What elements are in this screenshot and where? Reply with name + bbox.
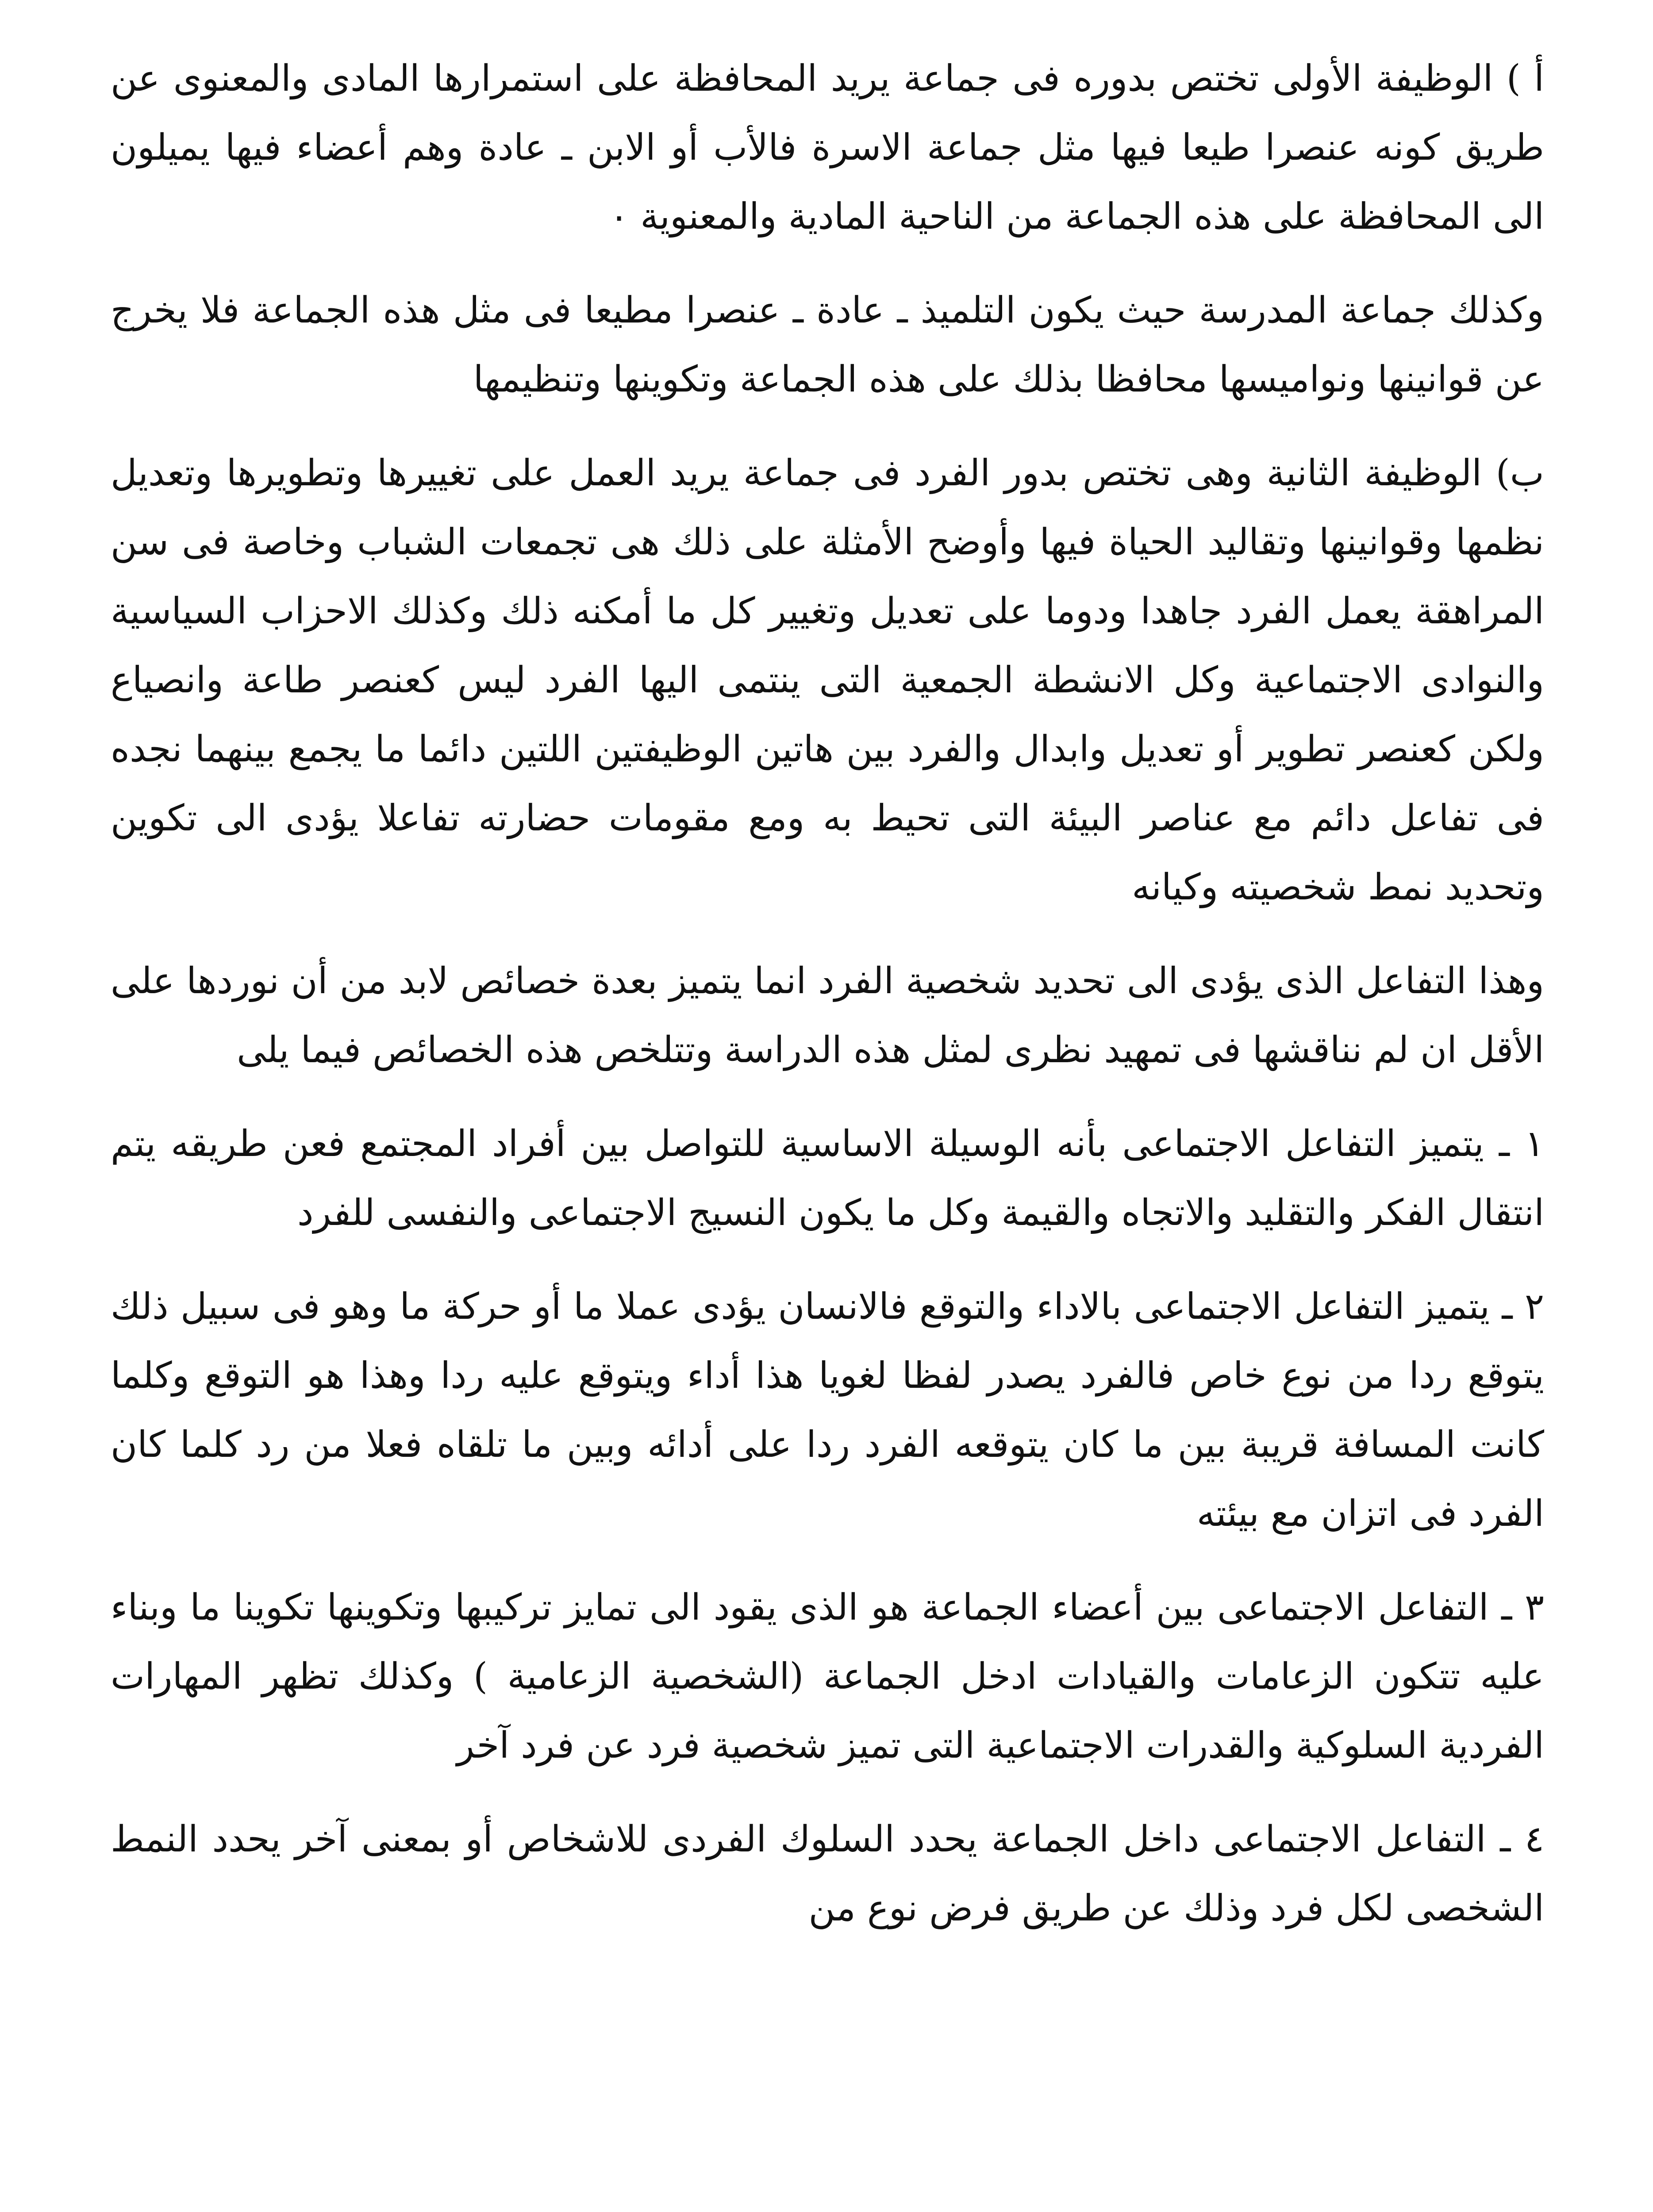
paragraph-function-b: ب) الوظيفة الثانية وهى تختص بدور الفرد فى جماعة يريد العمل على تغييرها وتطويرها وتعديل نظمها وقوانينها وتقاليد الحياة فيها وأوضح الأمثلة على ذلك هى تجمعات الشباب وخاصة فى سن المراهقة يعمل الفرد جاهدا ودوما على تعديل وتغيير كل ما أمكنه ذلك وكذلك الاحزاب السياسية والنوادى الاجتماعية وكل الانشطة الجمعية التى ينتمى اليها الفرد ليس كعنصر طاعة وانصياع ولكن كعنصر تطوير أو تعديل وابدال والفرد بين هاتين الوظيفتين اللتين دائما ما يجمع بينهما نجده فى تفاعل دائم مع عناصر البيئة التى تحيط به ومع مقومات حضارته تفاعلا يؤدى الى تكوين وتحديد نمط شخصيته وكيانه (111, 452, 1544, 908)
paragraph-interaction-characteristics: وهذا التفاعل الذى يؤدى الى تحديد شخصية الفرد انما يتميز بعدة خصائص لابد من أن نوردها على الأقل ان لم نناقشها فى تمهيد نظرى لمثل هذه الدراسة وتتلخص هذه الخصائص فيما يلى (111, 960, 1544, 1071)
paragraph-item-4: ٤ ـ التفاعل الاجتماعى داخل الجماعة يحدد السلوك الفردى للاشخاص أو بمعنى آخر يحدد النمط الشخصى لكل فرد وذلك عن طريق فرض نوع من (111, 1818, 1544, 1929)
page-body (111, 44, 1544, 2212)
paragraph-item-3: ٣ ـ التفاعل الاجتماعى بين أعضاء الجماعة هو الذى يقود الى تمايز تركيبها وتكوينها تكوينا ما وبناء عليه تتكون الزعامات والقيادات ادخل الجماعة (الشخصية الزعامية ) وكذلك تظهر المهارات الفردية السلوكية والقدرات الاجتماعية التى تميز شخصية فرد عن فرد آخر (111, 1586, 1544, 1767)
paragraph-function-a: أ ) الوظيفة الأولى تختص بدوره فى جماعة يريد المحافظة على استمرارها المادى والمعنوى عن طريق كونه عنصرا طيعا فيها مثل جماعة الاسرة فالأب أو الابن ـ عادة وهم أعضاء فيها يميلون الى المحافظة على هذه الجماعة من الناحية المادية والمعنوية ٠ (111, 58, 1544, 238)
paragraph-school-group: وكذلك جماعة المدرسة حيث يكون التلميذ ـ عادة ـ عنصرا مطيعا فى مثل هذه الجماعة فلا يخرج عن قوانينها ونواميسها محافظا بذلك على هذه الجماعة وتكوينها وتنظيمها (111, 289, 1544, 400)
paragraph-item-2: ٢ ـ يتميز التفاعل الاجتماعى بالاداء والتوقع فالانسان يؤدى عملا ما أو حركة ما وهو فى سبيل ذلك يتوقع ردا من نوع خاص فالفرد يصدر لفظا لغويا هذا أداء ويتوقع عليه ردا وهذا هو التوقع وكلما كانت المسافة قريبة بين ما كان يتوقعه الفرد ردا على أدائه وبين ما تلقاه فعلا من رد كلما كان الفرد فى اتزان مع بيئته (111, 1286, 1544, 1535)
paragraph-item-1: ١ ـ يتميز التفاعل الاجتماعى بأنه الوسيلة الاساسية للتواصل بين أفراد المجتمع فعن طريقه يتم انتقال الفكر والتقليد والاتجاه والقيمة وكل ما يكون النسيج الاجتماعى والنفسى للفرد (111, 1123, 1544, 1234)
